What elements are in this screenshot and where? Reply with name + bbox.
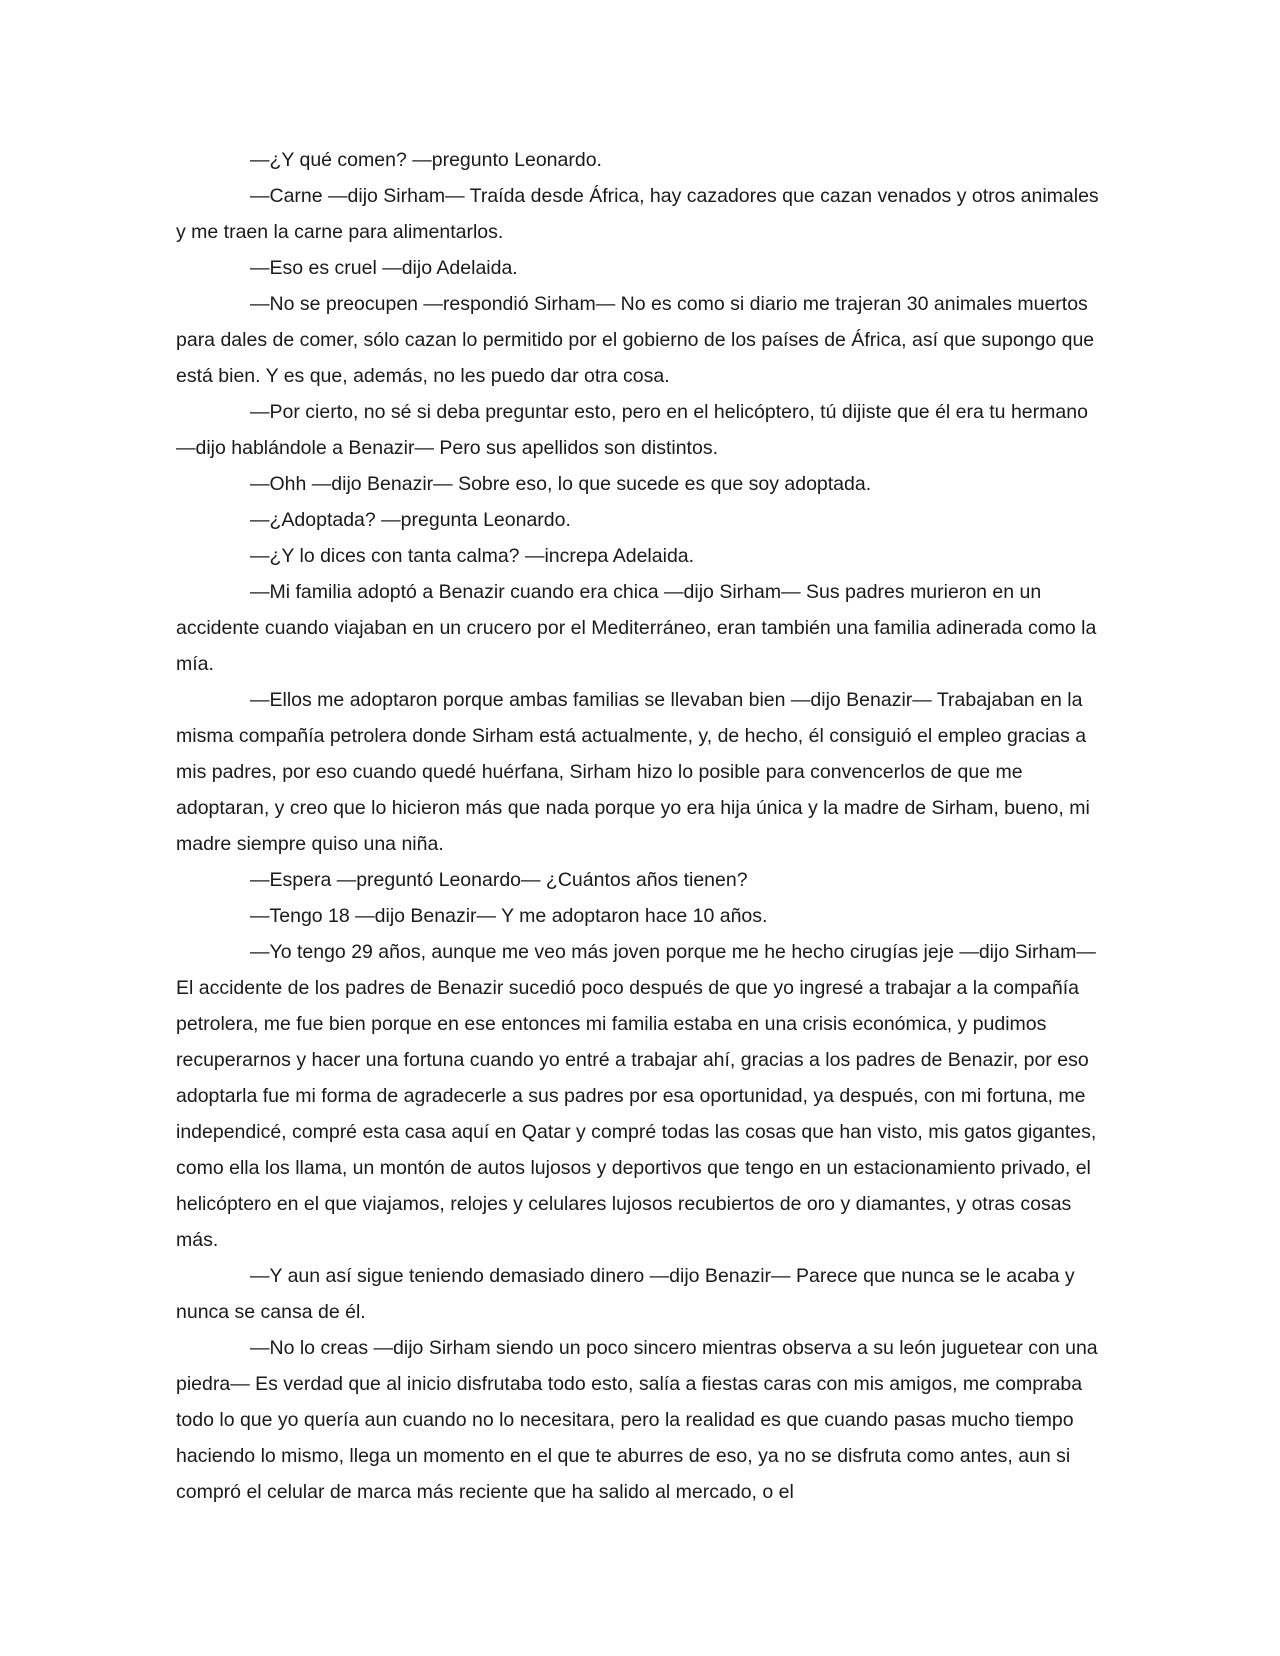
paragraph: —Carne —dijo Sirham— Traída desde África, hay cazadores que cazan venados y otros animales y me traen la carne para alimentarlos. bbox=[176, 185, 1099, 243]
paragraph: —Eso es cruel —dijo Adelaida. bbox=[250, 257, 518, 279]
paragraph: —No lo creas —dijo Sirham siendo un poco sincero mientras observa a su león juguetear con una piedra— Es verdad que al inicio disfrutaba todo esto, salía a fiestas caras con mis amigos, me compraba todo lo que yo quería aun cuando no lo necesitara, pero la realidad es que cuando pasas mucho tiempo haciendo lo mismo, llega un momento en el que te aburres de eso, ya no se disfruta como antes, aun si compró el celular de marca más reciente que ha salido al mercado, o el bbox=[176, 1337, 1098, 1503]
paragraph: —Por cierto, no sé si deba preguntar esto, pero en el helicóptero, tú dijiste que él era tu hermano —dijo hablándole a Benazir— Pero sus apellidos son distintos. bbox=[176, 401, 1088, 459]
paragraph: —Tengo 18 —dijo Benazir— Y me adoptaron hace 10 años. bbox=[250, 905, 768, 927]
paragraph: —Y aun así sigue teniendo demasiado dinero —dijo Benazir— Parece que nunca se le acaba y nunca se cansa de él. bbox=[176, 1265, 1075, 1323]
paragraph: —¿Y lo dices con tanta calma? —increpa Adelaida. bbox=[250, 545, 695, 567]
document-body bbox=[176, 142, 1101, 1510]
paragraph: —Espera —preguntó Leonardo— ¿Cuántos años tienen? bbox=[250, 869, 748, 891]
paragraph: —Ellos me adoptaron porque ambas familias se llevaban bien —dijo Benazir— Trabajaban en la misma compañía petrolera donde Sirham está actualmente, y, de hecho, él consiguió el empleo gracias a mis padres, por eso cuando quedé huérfana, Sirham hizo lo posible para convencerlos de que me adoptaran, y creo que lo hicieron más que nada porque yo era hija única y la madre de Sirham, bueno, mi madre siempre quiso una niña. bbox=[176, 689, 1090, 855]
paragraph: —¿Y qué comen? —pregunto Leonardo. bbox=[250, 149, 602, 171]
paragraph: —Yo tengo 29 años, aunque me veo más joven porque me he hecho cirugías jeje —dijo Sirham— El accidente de los padres de Benazir sucedió poco después de que yo ingresé a trabajar a la compañía petrolera, me fue bien porque en ese entonces mi familia estaba en una crisis económica, y pudimos recuperarnos y hacer una fortuna cuando yo entré a trabajar ahí, gracias a los padres de Benazir, por eso adoptarla fue mi forma de agradecerle a sus padres por esa oportunidad, ya después, con mi fortuna, me independicé, compré esta casa aquí en Qatar y compré todas las cosas que han visto, mis gatos gigantes, como ella los llama, un montón de autos lujosos y deportivos que tengo en un estacionamiento privado, el helicóptero en el que viajamos, relojes y celulares lujosos recubiertos de oro y diamantes, y otras cosas más. bbox=[176, 941, 1097, 1251]
paragraph: —¿Adoptada? —pregunta Leonardo. bbox=[250, 509, 571, 531]
paragraph: —Mi familia adoptó a Benazir cuando era chica —dijo Sirham— Sus padres murieron en un accidente cuando viajaban en un crucero por el Mediterráneo, eran también una familia adinerada como la mía. bbox=[176, 581, 1097, 675]
paragraph: —No se preocupen —respondió Sirham— No es como si diario me trajeran 30 animales muertos para dales de comer, sólo cazan lo permitido por el gobierno de los países de África, así que supongo que está bien. Y es que, además, no les puedo dar otra cosa. bbox=[176, 293, 1095, 387]
paragraph: —Ohh —dijo Benazir— Sobre eso, lo que sucede es que soy adoptada. bbox=[250, 473, 872, 495]
